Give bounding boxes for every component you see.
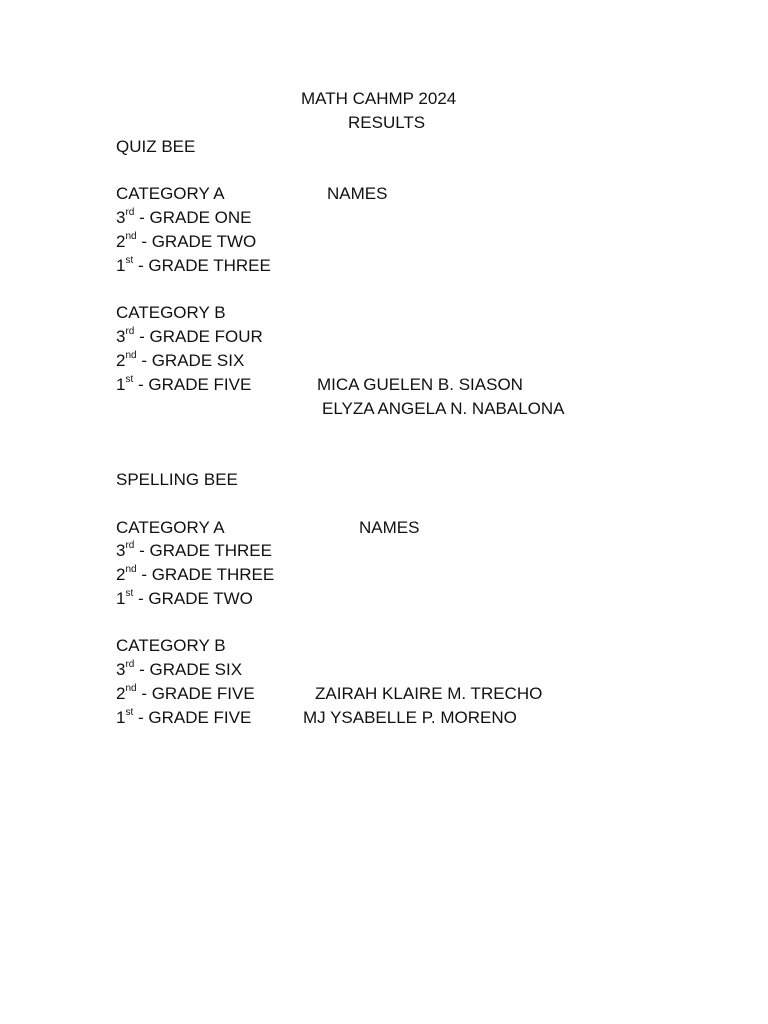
spelling-bee-b-rank-1: 1st - GRADE FIVE [116, 707, 252, 727]
quiz-bee-b-rank-2: 2nd - GRADE SIX [116, 350, 245, 370]
quiz-bee-a-rank-1: 1st - GRADE THREE [116, 255, 271, 275]
spelling-bee-a-rank-2: 2nd - GRADE THREE [116, 564, 275, 584]
spelling-bee-names-header: NAMES [359, 518, 420, 537]
spelling-bee-b-rank-2: 2nd - GRADE FIVE [116, 683, 255, 703]
quiz-bee-names-header: NAMES [327, 184, 388, 203]
spelling-bee-heading: SPELLING BEE [116, 470, 238, 489]
spelling-bee-category-a-label: CATEGORY A [116, 518, 225, 537]
spelling-bee-b-rank-3: 3rd - GRADE SIX [116, 659, 243, 679]
quiz-bee-category-b-label: CATEGORY B [116, 303, 226, 322]
spelling-bee-b-first-name: MJ YSABELLE P. MORENO [303, 708, 517, 727]
spelling-bee-b-second-name: ZAIRAH KLAIRE M. TRECHO [315, 684, 543, 703]
quiz-bee-heading: QUIZ BEE [116, 137, 196, 156]
quiz-bee-b-rank-3: 3rd - GRADE FOUR [116, 326, 263, 346]
quiz-bee-b-winner-name: MICA GUELEN B. SIASON [317, 375, 523, 394]
page-subtitle: RESULTS [348, 113, 426, 132]
spelling-bee-a-rank-3: 3rd - GRADE THREE [116, 540, 272, 560]
quiz-bee-b-rank-1: 1st - GRADE FIVE [116, 374, 252, 394]
quiz-bee-category-a-label: CATEGORY A [116, 184, 225, 203]
spelling-bee-category-b-label: CATEGORY B [116, 636, 226, 655]
page-title: MATH CAHMP 2024 [301, 89, 457, 108]
quiz-bee-a-rank-2: 2nd - GRADE TWO [116, 231, 257, 251]
spelling-bee-a-rank-1: 1st - GRADE TWO [116, 588, 253, 608]
quiz-bee-b-winner-name: ELYZA ANGELA N. NABALONA [322, 399, 565, 418]
quiz-bee-a-rank-3: 3rd - GRADE ONE [116, 207, 252, 227]
